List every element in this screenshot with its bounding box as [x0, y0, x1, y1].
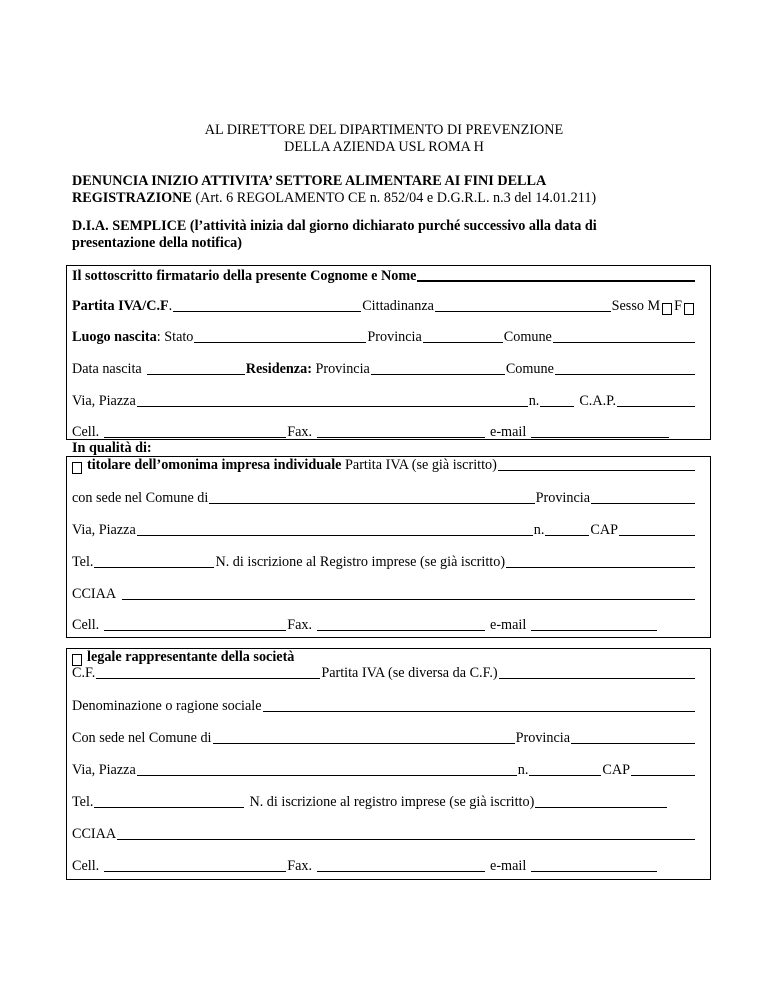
row-partita-iva — [72, 297, 696, 315]
form-title-line-1: DENUNCIA INIZIO ATTIVITA’ SETTORE ALIMENTARE AI FINI DELLA — [72, 173, 547, 189]
in-qualita-label: In qualità di: — [72, 440, 152, 456]
cap-label: C.A.P. — [579, 393, 616, 409]
cap-field[interactable] — [617, 393, 695, 407]
fax-field[interactable] — [317, 424, 485, 438]
provincia-field[interactable] — [423, 329, 503, 343]
iscrizione-label: N. di iscrizione al Registro imprese (se già iscritto) — [215, 554, 506, 570]
email-field[interactable] — [531, 424, 669, 438]
sede-numero-label: n. — [533, 522, 545, 538]
impresa-cell-label: Cell. — [72, 617, 100, 633]
row-contatti — [72, 423, 696, 441]
societa-provincia-label: Provincia — [515, 730, 570, 746]
numero-label: n. — [528, 393, 540, 409]
residenza-comune-field[interactable] — [555, 361, 695, 375]
societa-email-field[interactable] — [531, 858, 657, 872]
via-piazza-field[interactable] — [137, 393, 528, 407]
row-denominazione — [72, 697, 696, 715]
partita-iva-label: Partita IVA/C.F — [72, 298, 169, 314]
denominazione-label: Denominazione o ragione sociale — [72, 698, 262, 714]
cell-field[interactable] — [104, 424, 286, 438]
via-piazza-label: Via, Piazza — [72, 393, 136, 409]
cognome-nome-label: Il sottoscritto firmatario della presente Cognome e Nome — [72, 268, 417, 284]
societa-iscrizione-label: N. di iscrizione al registro imprese (se già iscritto) — [249, 794, 535, 810]
societa-partita-iva-label: Partita IVA (se diversa da C.F.) — [321, 665, 498, 681]
titolare-partita-iva-field[interactable] — [498, 457, 695, 471]
recipient-line-2: DELLA AZIENDA USL ROMA H — [284, 139, 484, 155]
sede-provincia-label: Provincia — [535, 490, 590, 506]
tel-field[interactable] — [94, 554, 214, 568]
societa-via-field[interactable] — [137, 762, 517, 776]
impresa-fax-field[interactable] — [317, 617, 485, 631]
row-societa-sede — [72, 729, 696, 747]
form-title-reference: (Art. 6 REGOLAMENTO CE n. 852/04 e D.G.R.L. n.3 del 14.01.211) — [195, 190, 597, 206]
sede-comune-field[interactable] — [209, 490, 534, 504]
sede-via-label: Via, Piazza — [72, 522, 136, 538]
impresa-email-label: e-mail — [490, 617, 527, 633]
societa-sede-label: Con sede nel Comune di — [72, 730, 212, 746]
comune-field[interactable] — [553, 329, 695, 343]
societa-numero-field[interactable] — [529, 762, 601, 776]
sede-via-field[interactable] — [137, 522, 533, 536]
societa-iscrizione-field[interactable] — [535, 794, 667, 808]
comune-label: Comune — [503, 329, 552, 345]
tel-label: Tel. — [72, 554, 94, 570]
partita-iva-field[interactable] — [173, 298, 361, 312]
sede-numero-field[interactable] — [545, 522, 589, 536]
row-sede-comune — [72, 489, 696, 507]
sesso-m-checkbox[interactable] — [662, 303, 672, 315]
societa-fax-field[interactable] — [317, 858, 485, 872]
row-societa-cciaa — [72, 825, 696, 843]
cell-label: Cell. — [72, 424, 100, 440]
row-tel-iscrizione — [72, 553, 696, 571]
societa-cap-label: CAP — [602, 762, 630, 778]
provincia-label: Provincia — [367, 329, 422, 345]
societa-tel-label: Tel. — [72, 794, 94, 810]
form-title-registrazione: REGISTRAZIONE — [72, 190, 192, 206]
cittadinanza-field[interactable] — [435, 298, 611, 312]
stato-field[interactable] — [194, 329, 366, 343]
row-titolare — [72, 456, 696, 474]
row-via-piazza — [72, 392, 696, 410]
societa-cciaa-field[interactable] — [117, 826, 695, 840]
row-cf-partita-iva — [72, 664, 696, 682]
dia-line-1: D.I.A. SEMPLICE (l’attività inizia dal giorno dichiarato purché successivo alla data di — [72, 218, 597, 234]
sede-provincia-field[interactable] — [591, 490, 695, 504]
numero-field[interactable] — [540, 393, 574, 407]
titolare-checkbox[interactable] — [72, 462, 82, 474]
sede-cap-field[interactable] — [619, 522, 695, 536]
cognome-nome-field[interactable] — [417, 267, 695, 282]
row-sede-via — [72, 521, 696, 539]
sesso-f-checkbox[interactable] — [684, 303, 694, 315]
impresa-email-field[interactable] — [531, 617, 657, 631]
residenza-provincia-field[interactable] — [371, 361, 505, 375]
row-contatti-impresa — [72, 616, 696, 634]
sede-cap-label: CAP — [590, 522, 618, 538]
personal-data-box — [66, 265, 711, 440]
data-nascita-field[interactable] — [147, 361, 245, 375]
cittadinanza-label: Cittadinanza — [362, 298, 434, 314]
row-societa-contatti — [72, 857, 696, 875]
impresa-fax-label: Fax. — [287, 617, 313, 633]
row-societa-via — [72, 761, 696, 779]
form-title-line-2 — [72, 190, 596, 207]
luogo-nascita-label: Luogo nascita — [72, 329, 157, 345]
titolare-partita-iva-label: Partita IVA (se già iscritto) — [345, 457, 497, 473]
societa-cell-label: Cell. — [72, 858, 100, 874]
societa-provincia-field[interactable] — [571, 730, 695, 744]
societa-tel-field[interactable] — [94, 794, 244, 808]
fax-label: Fax. — [287, 424, 313, 440]
recipient-line-1: AL DIRETTORE DEL DIPARTIMENTO DI PREVENZIONE — [204, 122, 564, 138]
societa-cf-field[interactable] — [96, 665, 320, 679]
row-cognome-nome — [72, 267, 696, 285]
sesso-label: Sesso M — [611, 298, 661, 314]
societa-email-label: e-mail — [490, 858, 527, 874]
societa-numero-label: n. — [517, 762, 529, 778]
partita-iva-dot: . — [168, 298, 173, 314]
residenza-comune-label: Comune — [505, 361, 554, 377]
iscrizione-field[interactable] — [506, 554, 695, 568]
dia-line-2: presentazione della notifica) — [72, 235, 242, 251]
email-label: e-mail — [490, 424, 527, 440]
societa-via-label: Via, Piazza — [72, 762, 136, 778]
societa-cell-field[interactable] — [104, 858, 286, 872]
residenza-label: Residenza: — [245, 361, 312, 377]
sede-comune-label: con sede nel Comune di — [72, 490, 209, 506]
stato-label: : Stato — [156, 329, 194, 345]
impresa-cell-field[interactable] — [104, 617, 286, 631]
row-cciaa — [72, 585, 696, 603]
row-societa-tel — [72, 793, 696, 811]
societa-fax-label: Fax. — [287, 858, 313, 874]
cciaa-label: CCIAA — [72, 586, 117, 602]
societa-cap-field[interactable] — [631, 762, 695, 776]
row-data-nascita — [72, 360, 696, 378]
societa-cf-label: C.F. — [72, 665, 96, 681]
row-luogo-nascita — [72, 328, 696, 346]
residenza-provincia-label: Provincia — [311, 361, 370, 377]
societa-sede-field[interactable] — [213, 730, 515, 744]
legale-label: legale rappresentante della società — [87, 649, 295, 665]
societa-cciaa-label: CCIAA — [72, 826, 117, 842]
titolare-label: titolare dell’omonima impresa individuale — [87, 457, 342, 473]
cciaa-field[interactable] — [122, 586, 695, 600]
denominazione-field[interactable] — [263, 698, 696, 712]
data-nascita-label: Data nascita — [72, 361, 142, 377]
sesso-f-label: F — [674, 298, 682, 314]
titolare-box — [66, 456, 711, 638]
societa-partita-iva-field[interactable] — [499, 665, 695, 679]
